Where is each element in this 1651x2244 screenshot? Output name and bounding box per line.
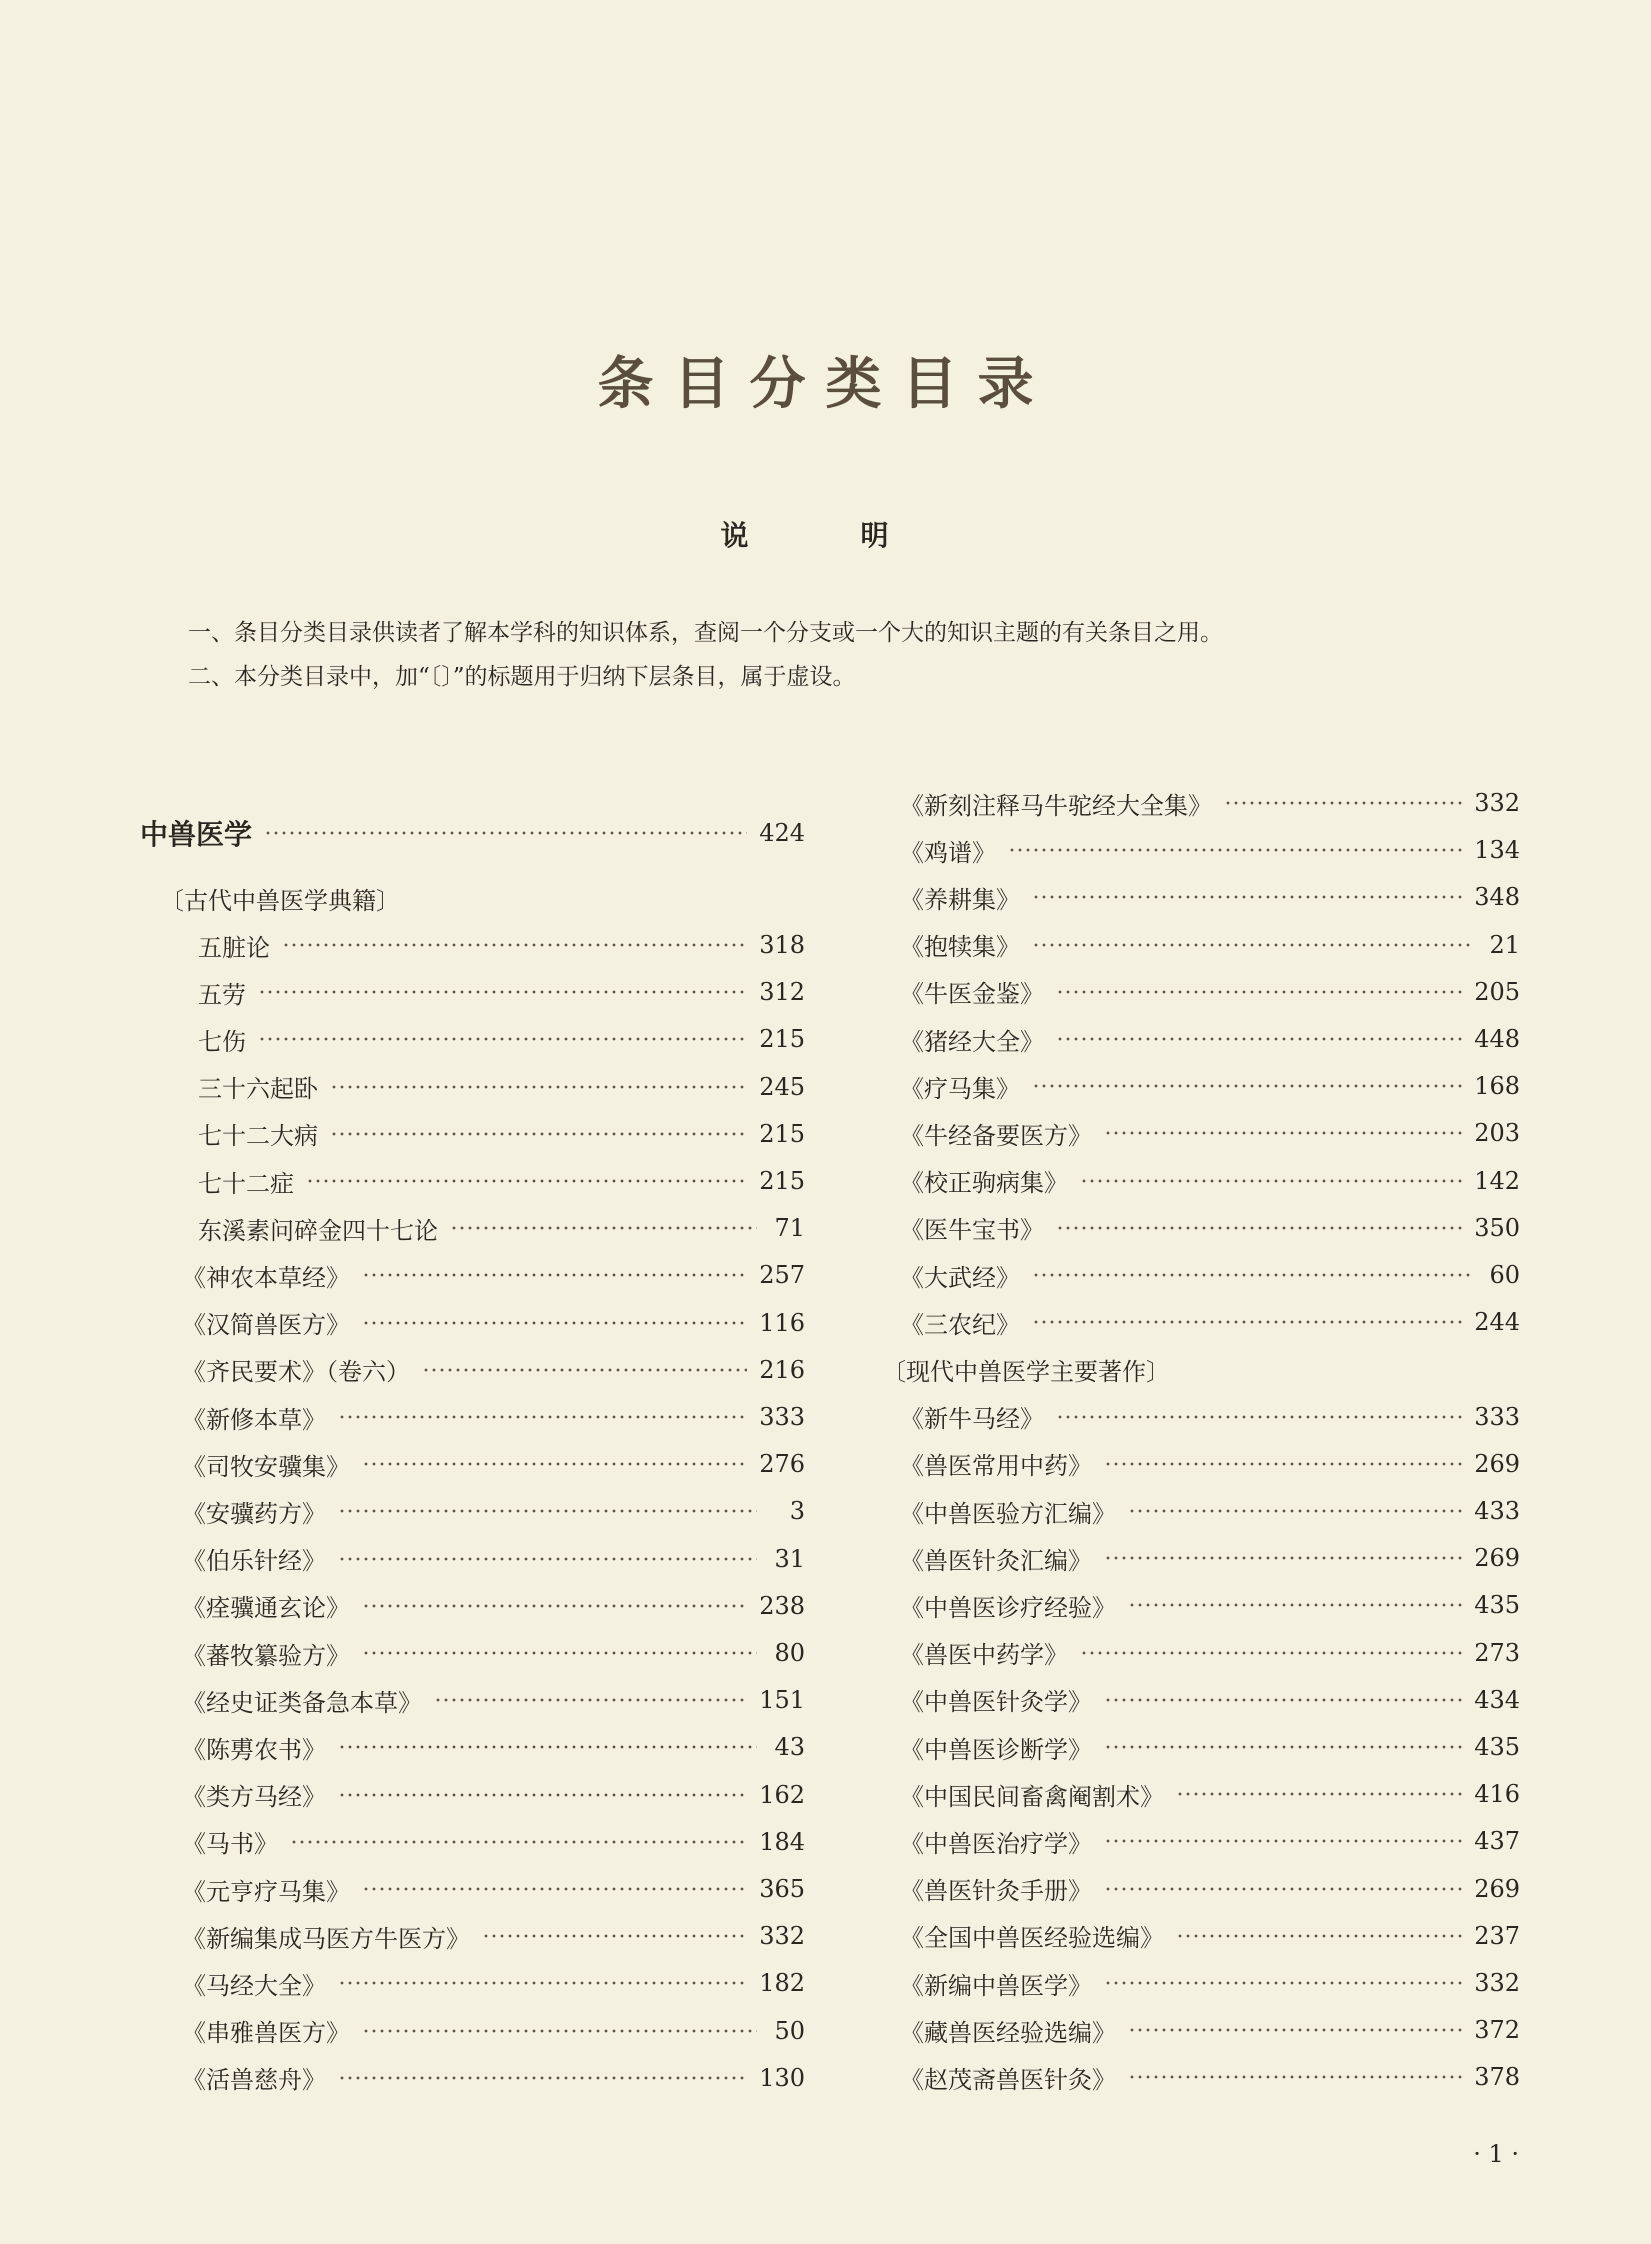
dot-leader — [258, 990, 747, 994]
toc-entry[interactable] — [900, 1821, 1520, 1861]
dot-leader — [1080, 1651, 1462, 1655]
toc-entry-page: 312 — [759, 978, 805, 1007]
toc-entry-title: 《中兽医针灸学》 — [900, 1688, 1092, 1717]
toc-entry-title: 《校正驹病集》 — [900, 1169, 1068, 1198]
toc-entry-title: 《中国民间畜禽阉割术》 — [900, 1782, 1164, 1811]
toc-entry-title: 《中兽医治疗学》 — [900, 1829, 1092, 1858]
toc-entry-page: 238 — [759, 1591, 805, 1620]
dot-leader — [1056, 990, 1462, 994]
toc-entry-title: 《新牛马经》 — [900, 1405, 1044, 1434]
dot-leader — [450, 1226, 757, 1230]
dot-leader — [338, 1415, 747, 1419]
toc-entry-title: 《兽医针灸手册》 — [900, 1877, 1092, 1906]
toc-entry-page: 116 — [759, 1308, 805, 1337]
toc-entry-page: 269 — [1474, 1874, 1520, 1903]
toc-entry-page: 333 — [759, 1403, 805, 1431]
toc-entry[interactable] — [900, 1444, 1520, 1484]
toc-entry[interactable] — [900, 972, 1520, 1012]
dot-leader — [1032, 943, 1472, 947]
toc-entry-page: 182 — [759, 1969, 805, 1998]
dot-leader — [1056, 1226, 1462, 1230]
toc-entry-title: 《中兽医诊疗经验》 — [900, 1593, 1116, 1622]
toc-entry-title: 《马书》 — [182, 1830, 278, 1859]
toc-entry-title: 《赵茂斋兽医针灸》 — [900, 2065, 1116, 2094]
toc-entry-page: 269 — [1474, 1449, 1520, 1478]
dot-leader — [1128, 1509, 1462, 1513]
toc-entry-page: 378 — [1474, 2063, 1520, 2092]
toc-entry-page: 332 — [1474, 789, 1520, 817]
toc-entry-title: 《牛医金鉴》 — [900, 980, 1044, 1009]
toc-entry-page: 372 — [1474, 2016, 1520, 2045]
toc-entry[interactable] — [900, 1255, 1520, 1295]
dot-leader — [338, 1745, 757, 1749]
dot-leader — [1104, 1131, 1462, 1135]
toc-entry-title: 《串雅兽医方》 — [182, 2019, 350, 2048]
toc-entry[interactable] — [182, 1491, 805, 1531]
toc-entry-page: 237 — [1474, 1921, 1520, 1950]
toc-entry[interactable] — [182, 1822, 805, 1862]
dot-leader — [1104, 1839, 1462, 1843]
toc-entry-page: 244 — [1474, 1308, 1520, 1337]
toc-entry[interactable] — [900, 1680, 1520, 1720]
page-number: · 1 · — [1473, 2140, 1519, 2168]
toc-entry[interactable] — [900, 1963, 1520, 2003]
toc-entry-page: 184 — [759, 1827, 805, 1856]
dot-leader — [1176, 1792, 1462, 1796]
dot-leader — [330, 1132, 747, 1136]
toc-entry-page: 269 — [1474, 1544, 1520, 1573]
dot-leader — [338, 1557, 757, 1561]
toc-entry-title: 《抱犊集》 — [900, 933, 1020, 962]
toc-entry[interactable] — [182, 1586, 805, 1626]
toc-entry-page: 365 — [759, 1875, 805, 1903]
toc-entry-page: 416 — [1474, 1780, 1520, 1809]
toc-entry-title: 《疗马集》 — [900, 1074, 1020, 1103]
toc-group-heading: 〔现代中兽医学主要著作〕 — [882, 1357, 1170, 1386]
toc-entry-page: 273 — [1474, 1638, 1520, 1667]
toc-entry[interactable] — [900, 1066, 1520, 1106]
dot-leader — [482, 1934, 747, 1938]
toc-entry-page: 21 — [1489, 930, 1520, 959]
toc-entry-title: 《活兽慈舟》 — [182, 2066, 326, 2095]
dot-leader — [1104, 1981, 1462, 1985]
toc-entry[interactable] — [140, 813, 805, 853]
toc-entry-title: 《安骥药方》 — [182, 1499, 326, 1528]
dot-leader — [1104, 1556, 1462, 1560]
toc-entry-page: 60 — [1489, 1261, 1520, 1289]
toc-entry[interactable] — [900, 1538, 1520, 1578]
toc-entry[interactable] — [900, 2010, 1520, 2050]
dot-leader — [1176, 1934, 1462, 1938]
toc-entry-title: 三十六起卧 — [198, 1075, 318, 1104]
toc-entry-title: 《汉简兽医方》 — [182, 1311, 350, 1340]
toc-entry-page: 437 — [1474, 1827, 1520, 1856]
toc-entry-page: 43 — [774, 1733, 805, 1762]
toc-entry[interactable] — [182, 1539, 805, 1579]
toc-entry[interactable] — [900, 1161, 1520, 1201]
toc-entry-page: 257 — [759, 1261, 805, 1290]
toc-entry-title: 《马经大全》 — [182, 1971, 326, 2000]
toc-entry-page: 318 — [759, 931, 805, 959]
toc-entry[interactable] — [182, 1727, 805, 1767]
toc-entry-title: 《中兽医诊断学》 — [900, 1735, 1092, 1764]
toc-entry-title: 《伯乐针经》 — [182, 1547, 326, 1576]
toc-entry-page: 215 — [759, 1025, 805, 1054]
note-line: 二、本分类目录中，加“〔〕”的标题用于归纳下层条目，属于虚设。 — [188, 664, 856, 690]
toc-entry-page: 348 — [1474, 883, 1520, 912]
toc-entry-title: 《猪经大全》 — [900, 1027, 1044, 1056]
toc-entry-page: 142 — [1474, 1166, 1520, 1195]
dot-leader — [1032, 1320, 1462, 1324]
toc-entry-title: 《兽医针灸汇编》 — [900, 1546, 1092, 1575]
toc-entry[interactable] — [182, 1680, 805, 1720]
toc-entry-title: 《陈旉农书》 — [182, 1735, 326, 1764]
toc-entry-page: 332 — [759, 1922, 805, 1951]
toc-entry-page: 332 — [1474, 1969, 1520, 1997]
toc-entry[interactable] — [900, 1397, 1520, 1437]
dot-leader — [1056, 1415, 1462, 1419]
toc-entry[interactable] — [900, 1302, 1520, 1342]
toc-entry-page: 80 — [774, 1639, 805, 1667]
toc-entry-title: 《三农纪》 — [900, 1310, 1020, 1339]
toc-entry-title: 《新编集成马医方牛医方》 — [182, 1924, 470, 1953]
toc-entry-page: 205 — [1474, 977, 1520, 1006]
dot-leader — [282, 943, 747, 947]
toc-entry-page: 203 — [1474, 1119, 1520, 1148]
toc-entry[interactable] — [900, 2057, 1520, 2097]
toc-entry-title: 《类方马经》 — [182, 1783, 326, 1812]
toc-entry-title: 五脏论 — [198, 933, 270, 962]
dot-leader — [362, 1651, 757, 1655]
toc-entry-title: 《中兽医验方汇编》 — [900, 1499, 1116, 1528]
toc-entry[interactable] — [900, 1774, 1520, 1814]
toc-entry[interactable] — [198, 972, 805, 1012]
dot-leader — [362, 1887, 747, 1891]
toc-entry-title: 七十二大病 — [198, 1122, 318, 1151]
toc-entry[interactable] — [198, 1067, 805, 1107]
dot-leader — [1128, 2028, 1462, 2032]
toc-entry[interactable] — [198, 1208, 805, 1248]
toc-entry-page: 435 — [1474, 1733, 1520, 1761]
dot-leader — [362, 1604, 747, 1608]
toc-entry-title: 《牛经备要医方》 — [900, 1121, 1092, 1150]
toc-entry-page: 448 — [1474, 1025, 1520, 1053]
page-title: 条目分类目录 — [597, 351, 1054, 417]
toc-entry[interactable] — [900, 1869, 1520, 1909]
toc-entry-title: 七十二症 — [198, 1169, 294, 1198]
dot-leader — [1008, 848, 1462, 852]
toc-entry[interactable] — [900, 1916, 1520, 1956]
toc-entry[interactable] — [900, 1633, 1520, 1673]
toc-entry-page: 215 — [759, 1119, 805, 1148]
toc-entry[interactable] — [198, 925, 805, 965]
toc-entry[interactable] — [198, 1161, 805, 1201]
dot-leader — [1224, 801, 1462, 805]
toc-entry-title: 《大武经》 — [900, 1263, 1020, 1292]
toc-entry[interactable] — [182, 1303, 805, 1343]
dot-leader — [338, 1793, 747, 1797]
toc-group-heading: 〔古代中兽医学典籍〕 — [160, 886, 400, 915]
toc-entry-page: 215 — [759, 1167, 805, 1195]
toc-entry-title: 东溪素问碎金四十七论 — [198, 1216, 438, 1245]
toc-entry-title: 《司牧安骥集》 — [182, 1452, 350, 1481]
dot-leader — [362, 1321, 747, 1325]
toc-entry-title: 《兽医中药学》 — [900, 1641, 1068, 1670]
dot-leader — [434, 1698, 747, 1702]
toc-entry[interactable] — [198, 1019, 805, 1059]
toc-entry-page: 151 — [759, 1686, 805, 1715]
toc-entry-title: 《新刻注释马牛驼经大全集》 — [900, 791, 1212, 820]
dot-leader — [362, 2029, 757, 2033]
toc-entry-title: 《新编中兽医学》 — [900, 1971, 1092, 2000]
toc-entry-title: 《蕃牧纂验方》 — [182, 1641, 350, 1670]
toc-entry-page: 433 — [1474, 1497, 1520, 1525]
toc-entry[interactable] — [182, 1350, 805, 1390]
dot-leader — [1104, 1462, 1462, 1466]
toc-entry[interactable] — [182, 1444, 805, 1484]
toc-entry-title: 《养耕集》 — [900, 885, 1020, 914]
dot-leader — [1032, 895, 1462, 899]
dot-leader — [1032, 1084, 1462, 1088]
toc-entry[interactable] — [182, 1775, 805, 1815]
dot-leader — [1032, 1273, 1472, 1277]
toc-entry-page: 168 — [1474, 1072, 1520, 1101]
toc-entry-title: 《医牛宝书》 — [900, 1216, 1044, 1245]
toc-entry-page: 245 — [759, 1072, 805, 1101]
dot-leader — [338, 1509, 757, 1513]
toc-entry-page: 162 — [759, 1780, 805, 1809]
toc-entry-title: 《经史证类备急本草》 — [182, 1688, 422, 1717]
toc-entry[interactable] — [900, 1113, 1520, 1153]
toc-entry-page: 435 — [1474, 1591, 1520, 1620]
dot-leader — [258, 1037, 747, 1041]
toc-entry-page: 71 — [774, 1214, 805, 1243]
dot-leader — [362, 1273, 747, 1277]
dot-leader — [1128, 1603, 1462, 1607]
toc-entry-page: 50 — [774, 2016, 805, 2045]
toc-entry[interactable] — [198, 1114, 805, 1154]
note-line: 一、条目分类目录供读者了解本学科的知识体系，查阅一个分支或一个大的知识主题的有关条目之用。 — [188, 620, 1223, 646]
toc-entry[interactable] — [900, 877, 1520, 917]
toc-entry[interactable] — [182, 2011, 805, 2051]
toc-entry-page: 31 — [774, 1544, 805, 1573]
toc-entry-title: 《元亨疗马集》 — [182, 1877, 350, 1906]
dot-leader — [1104, 1698, 1462, 1702]
toc-entry[interactable] — [900, 830, 1520, 870]
dot-leader — [1056, 1037, 1462, 1041]
toc-entry-title: 《藏兽医经验选编》 — [900, 2018, 1116, 2047]
dot-leader — [330, 1085, 747, 1089]
toc-entry-page: 276 — [759, 1450, 805, 1479]
toc-entry[interactable] — [182, 1633, 805, 1673]
toc-entry[interactable] — [900, 783, 1520, 823]
dot-leader — [264, 831, 747, 835]
toc-entry-title: 中兽医学 — [140, 818, 253, 851]
dot-leader — [338, 2076, 747, 2080]
dot-leader — [290, 1840, 747, 1844]
toc-entry-title: 《神农本草经》 — [182, 1263, 350, 1292]
toc-entry-title: 《新修本草》 — [182, 1405, 326, 1434]
dot-leader — [362, 1462, 747, 1466]
toc-entry[interactable] — [900, 925, 1520, 965]
toc-entry-page: 134 — [1474, 836, 1520, 865]
toc-entry[interactable] — [182, 2058, 805, 2098]
toc-entry[interactable] — [182, 1916, 805, 1956]
toc-entry-title: 《齐民要术》（卷六） — [182, 1358, 410, 1387]
toc-entry[interactable] — [900, 1208, 1520, 1248]
toc-entry-page: 216 — [759, 1355, 805, 1384]
toc-entry[interactable] — [900, 1585, 1520, 1625]
toc-entry[interactable] — [182, 1255, 805, 1295]
toc-entry-title: 《兽医常用中药》 — [900, 1452, 1092, 1481]
toc-entry-page: 424 — [759, 819, 805, 847]
toc-entry[interactable] — [900, 1727, 1520, 1767]
dot-leader — [1104, 1745, 1462, 1749]
toc-entry-page: 3 — [789, 1497, 805, 1526]
toc-entry-title: 《全国中兽医经验选编》 — [900, 1924, 1164, 1953]
dot-leader — [1128, 2075, 1462, 2079]
section-heading: 说 明 — [720, 519, 931, 552]
toc-entry-page: 130 — [759, 2063, 805, 2092]
toc-entry[interactable] — [182, 1397, 805, 1437]
toc-entry[interactable] — [182, 1869, 805, 1909]
dot-leader — [306, 1179, 747, 1183]
dot-leader — [422, 1368, 747, 1372]
dot-leader — [1080, 1179, 1462, 1183]
toc-entry-title: 《痊骥通玄论》 — [182, 1594, 350, 1623]
dot-leader — [1104, 1887, 1462, 1891]
toc-entry-title: 五劳 — [198, 980, 246, 1009]
toc-entry-page: 350 — [1474, 1213, 1520, 1242]
toc-entry-page: 333 — [1474, 1402, 1520, 1431]
toc-entry[interactable] — [182, 1963, 805, 2003]
toc-entry[interactable] — [900, 1019, 1520, 1059]
toc-entry-title: 《鸡谱》 — [900, 838, 996, 867]
toc-entry-title: 七伤 — [198, 1027, 246, 1056]
dot-leader — [338, 1981, 747, 1985]
toc-entry-page: 434 — [1474, 1685, 1520, 1714]
toc-entry[interactable] — [900, 1491, 1520, 1531]
